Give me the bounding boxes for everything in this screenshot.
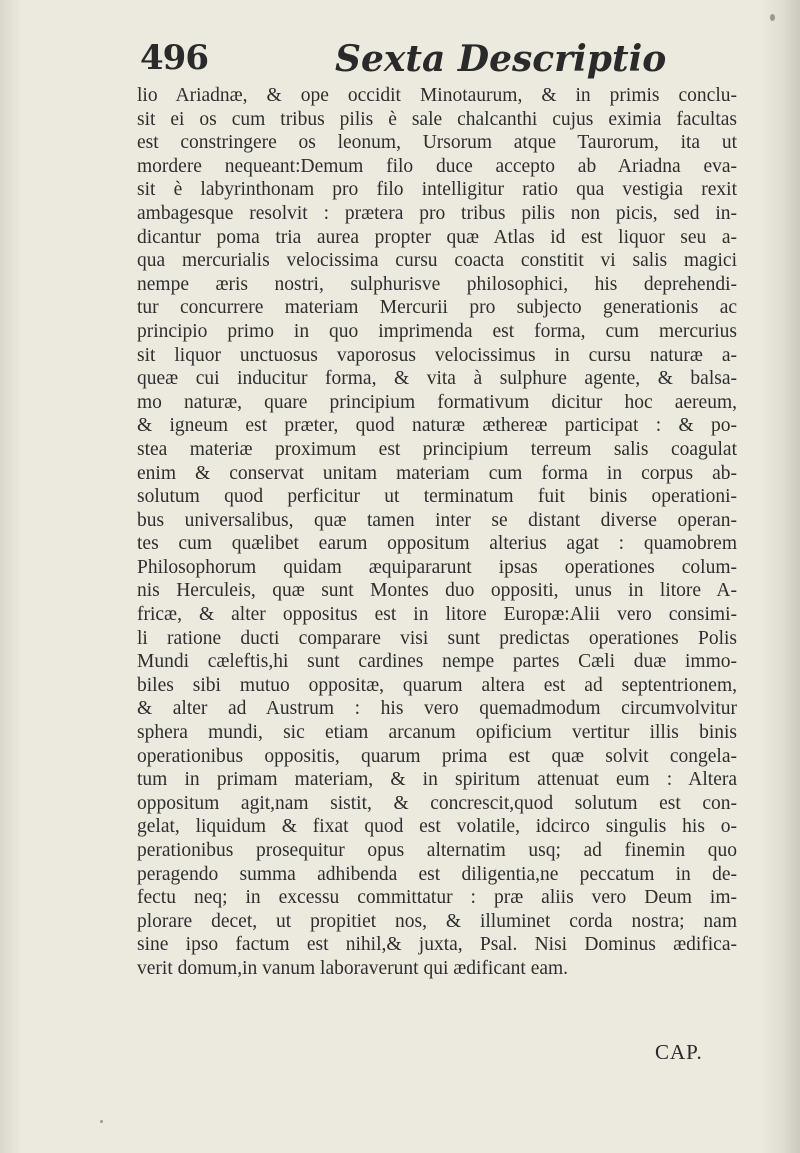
page-left-edge-shading (0, 0, 22, 1153)
text-line: fectu neq; in excessu committatur : præ aliis vero Deum im- (137, 887, 737, 909)
text-line: sit ei os cum tribus pilis è sale chalcanthi cujus eximia facultas (137, 108, 737, 130)
text-line: & igneum est præter, quod naturæ æthereæ participat : & po- (137, 415, 737, 437)
text-line: perationibus prosequitur opus alternatim usq; ad finemin quo (137, 840, 737, 861)
text-line: solutum quod perficitur ut terminatum fuit binis operationi- (137, 486, 737, 508)
text-line: qua mercurialis velocissima cursu coacta constitit vi salis magici (137, 250, 737, 272)
text-line: peragendo summa adhibenda est diligentia,ne peccatum in de- (137, 863, 737, 885)
running-head: Sexta Descriptio (335, 38, 667, 80)
ink-speck (770, 14, 775, 21)
text-line: sit è labyrinthonam pro filo intelligitur ratio qua vestigia rexit (137, 179, 737, 201)
text-line: est constringere os leonum, Ursorum atque Taurorum, ita ut (137, 132, 737, 154)
page-gutter-shadow (760, 0, 800, 1153)
text-line: plorare decet, ut propitiet nos, & illuminet corda nostra; nam (137, 910, 737, 932)
text-line: principio primo in quo imprimenda est forma, cum mercurius (137, 320, 737, 342)
text-line: lio Ariadnæ, & ope occidit Minotaurum, & in primis conclu- (137, 85, 737, 106)
text-line: enim & conservat unitam materiam cum forma in corpus ab- (137, 462, 737, 484)
text-line: dicantur poma tria aurea propter quæ Atlas id est liquor seu a- (137, 226, 737, 248)
text-line: operationibus oppositis, quarum prima est quæ solvit congela- (137, 745, 737, 767)
catchword: CAP. (655, 1040, 703, 1064)
text-line: sine ipso factum est nihil,& juxta, Psal. Nisi Dominus ædifica- (137, 934, 737, 956)
text-line: tur concurrere materiam Mercurii pro subjecto generationis ac (137, 297, 737, 319)
text-line: mo naturæ, quare principium formativum dicitur hoc aereum, (137, 391, 737, 413)
text-line: verit domum,in vanum laboraverunt qui ædificant eam. (137, 957, 569, 979)
ink-speck (100, 1120, 103, 1123)
text-line: queæ cui inducitur forma, & vita à sulphure agente, & balsa- (137, 368, 737, 390)
text-line: biles sibi mutuo oppositæ, quarum altera est ad septentrionem, (137, 674, 737, 696)
page-number: 496 (140, 38, 208, 78)
text-line: Philosophorum quidam æquipararunt ipsas operationes colum- (137, 556, 737, 578)
text-line: ambagesque resolvit : prætera pro tribus pilis non picis, sed in- (137, 202, 737, 224)
text-line: bus universalibus, quæ tamen inter se distant diverse operan- (137, 509, 737, 531)
text-line: & alter ad Austrum : his vero quemadmodum circumvolvitur (137, 698, 737, 720)
text-line: sphera mundi, sic etiam arcanum opificium vertitur illis binis (137, 722, 737, 744)
text-line: stea materiæ proximum est principium terreum salis coagulat (137, 438, 737, 460)
text-line: oppositum agit,nam sistit, & concrescit,quod solutum est con- (137, 792, 737, 814)
text-line: tum in primam materiam, & in spiritum attenuat eum : Altera (137, 769, 737, 791)
text-line: fricæ, & alter oppositus est in litore Europæ:Alii vero consimi- (137, 604, 737, 626)
text-line: li ratione ducti comparare visi sunt predictas operationes Polis (137, 627, 737, 649)
text-line: Mundi cæleftis,hi sunt cardines nempe partes Cæli duæ immo- (137, 651, 737, 673)
text-line: tes cum quælibet earum oppositum alterius agat : quamobrem (137, 533, 737, 555)
text-line: nempe æris nostri, sulphurisve philosophici, his deprehendi- (137, 273, 737, 295)
text-line: gelat, liquidum & fixat quod est volatile, idcirco singulis his o- (137, 816, 737, 838)
body-text (137, 84, 737, 981)
text-line: mordere nequeant:Demum filo duce accepto ab Ariadna eva- (137, 155, 737, 177)
text-line: nis Herculeis, quæ sunt Montes duo oppositi, unus in litore A- (137, 580, 737, 602)
text-line: sit liquor unctuosus vaporosus velocissimus in cursu naturæ a- (137, 344, 737, 366)
